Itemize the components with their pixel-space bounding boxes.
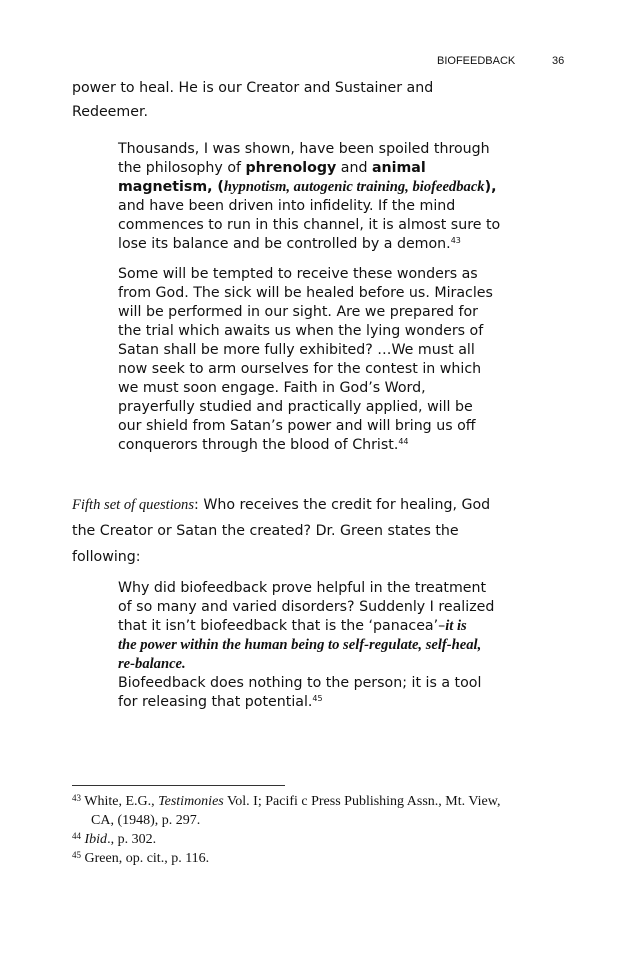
text-line: now seek to arm ourselves for the contest in which <box>118 361 482 377</box>
text-line <box>118 178 548 197</box>
footnote-44 <box>72 830 572 849</box>
footnote-43 <box>72 792 572 830</box>
text-line: power to heal. He is our Creator and Sustainer and <box>72 80 434 96</box>
paragraph-fifth-questions <box>72 492 572 570</box>
header-title: BIOFEEDBACK <box>437 55 516 67</box>
footnote-ref: 45 <box>312 694 323 703</box>
text-line: Redeemer. <box>72 104 148 120</box>
text-line: from God. The sick will be healed before us. Miracles <box>118 285 493 301</box>
text-line: Why did biofeedback prove helpful in the treatment <box>118 580 487 596</box>
text-span: lose its balance and be controlled by a demon. <box>118 236 451 252</box>
text-span: Vol. I; Pacifi c Press Publishing Assn., Mt. View, <box>223 794 501 809</box>
footnotes <box>72 792 572 868</box>
bold-close: ), <box>484 179 497 195</box>
text-line: Satan shall be more fully exhibited? …We must all <box>118 342 475 358</box>
footnote-number: 43 <box>72 793 81 803</box>
text-span: . <box>182 656 186 672</box>
text-line <box>72 492 572 518</box>
text-line: Some will be tempted to receive these wonders as <box>118 266 478 282</box>
book-title: Testimonies <box>158 794 224 809</box>
bold-term-phrenology: phrenology <box>245 160 337 176</box>
text-line <box>118 235 548 254</box>
text-line: and have been driven into infidelity. If the mind <box>118 198 456 214</box>
text-span: White, E.G., <box>81 794 159 809</box>
text-line <box>118 655 548 674</box>
text-line: of so many and varied disorders? Suddenly I realized <box>118 599 495 615</box>
question-set-label: Fifth set of questions <box>72 497 195 513</box>
emphasis-text: re-balance <box>118 656 183 672</box>
page-number: 36 <box>552 55 565 67</box>
text-span: for releasing that potential. <box>118 694 313 710</box>
text-line: the Creator or Satan the created? Dr. Green states the <box>72 523 459 539</box>
footnote-45 <box>72 849 572 868</box>
footnote-ref: 44 <box>398 437 409 446</box>
text-line: following: <box>72 549 141 565</box>
footnote-divider <box>72 785 285 786</box>
text-span: and <box>336 160 372 176</box>
text-span: that it isn’t biofeedback that is the ‘panacea’– <box>118 618 446 634</box>
emphasis-parenthetical: hypnotism, autogenic training, biofeedback <box>223 179 485 195</box>
text-span: Green, op. cit., p. 116. <box>81 851 210 866</box>
text-span: ., p. 302. <box>107 832 157 847</box>
text-line: will be performed in our sight. Are we prepared for <box>118 304 478 320</box>
text-line: prayerfully studied and practically applied, will be <box>118 399 473 415</box>
text-line: we must soon engage. Faith in God’s Word, <box>118 380 426 396</box>
block-quote-1 <box>118 140 548 254</box>
text-line: Biofeedback does nothing to the person; it is a tool <box>118 675 482 691</box>
ibid-abbrev: Ibid <box>84 832 108 847</box>
running-header <box>0 55 638 71</box>
text-line <box>118 436 548 455</box>
footnote-continuation: CA, (1948), p. 297. <box>91 813 201 828</box>
footnote-ref: 43 <box>450 236 461 245</box>
paragraph-opening <box>72 76 572 124</box>
text-line <box>118 617 548 636</box>
text-line: Thousands, I was shown, have been spoiled through <box>118 141 490 157</box>
block-quote-3 <box>118 579 548 712</box>
text-span: : Who receives the credit for healing, God <box>194 497 491 513</box>
text-line <box>118 159 548 178</box>
text-line: the trial which awaits us when the lying wonders of <box>118 323 484 339</box>
text-line <box>118 693 548 712</box>
bold-term-magnetism: magnetism, ( <box>118 179 224 195</box>
bold-term-animal: animal <box>371 160 426 176</box>
text-span: the philosophy of <box>118 160 246 176</box>
block-quote-2 <box>118 265 548 455</box>
text-line: our shield from Satan’s power and will bring us off <box>118 418 476 434</box>
text-span: conquerors through the blood of Christ. <box>118 437 399 453</box>
footnote-number: 44 <box>72 831 81 841</box>
text-line: commences to run in this channel, it is almost sure to <box>118 217 501 233</box>
emphasis-text: it is <box>445 618 467 634</box>
emphasis-line: the power within the human being to self-regulate, self-heal, <box>118 637 482 653</box>
footnote-number: 45 <box>72 850 81 860</box>
